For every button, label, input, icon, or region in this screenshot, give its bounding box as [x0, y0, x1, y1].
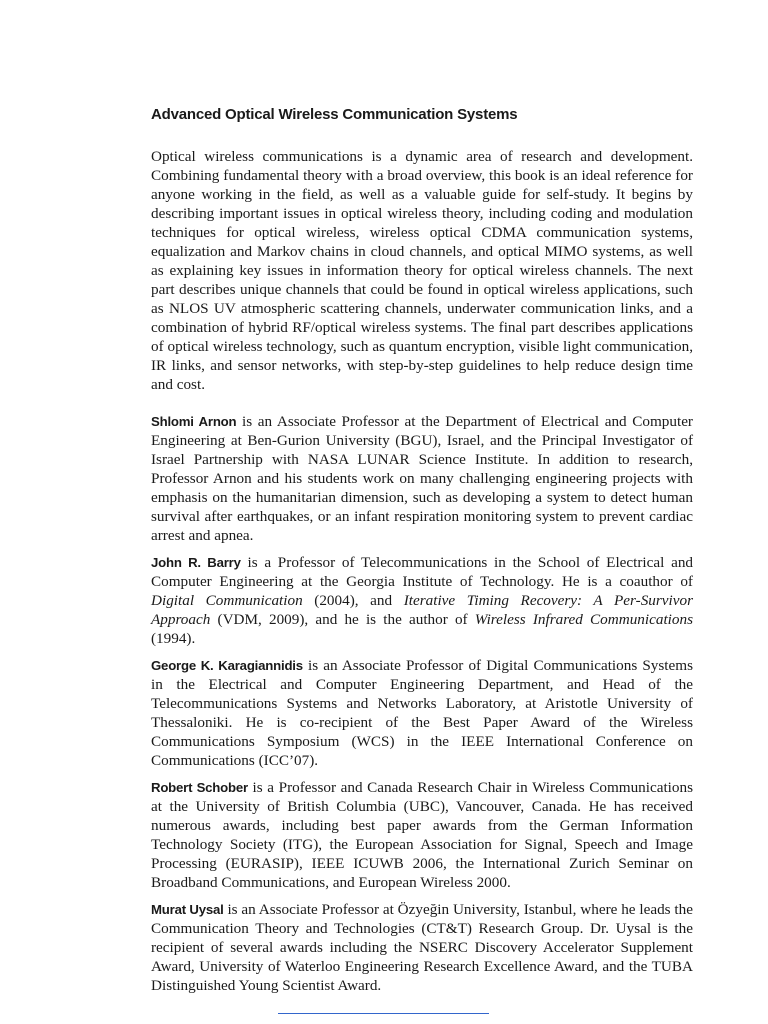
book-reference: Iterative Timing Recovery: A Per-Survivor Approach — [151, 592, 694, 628]
page-content — [151, 104, 693, 1003]
footer-divider — [278, 1013, 489, 1014]
author-bio-karagiannidis — [151, 656, 693, 770]
author-bio-text: is a Professor and Canada Research Chair in Wireless Communications at the University of British Columbia (UBC), Vancouver, Canada. He has received numerous awards, including best paper awards from the German Information Technology Society (ITG), the European Association for Signal, Speech and Image Processing (EURASIP), IEEE ICUWB 2006, the International Zurich Seminar on Broadband Communications, and European Wireless 2000. — [151, 779, 693, 891]
author-name: Robert Schober — [151, 780, 248, 795]
author-name: George K. Karagiannidis — [151, 658, 303, 673]
book-reference: Digital Communication — [151, 592, 303, 609]
author-bio-text: is an Associate Professor at the Department of Electrical and Computer Engineering at Ben-Gurion University (BGU), Israel, and the Principal Investigator of Israel Partnership with NASA LUNAR Science Institute. In addition to research, Professor Arnon and his students work on many challenging engineering projects with emphasis on the humanitarian dimension, such as developing a system to detect human survival after earthquakes, or an infant respiration monitoring system to prevent cardiac arrest and apnea. — [151, 413, 693, 544]
author-bio-text: is an Associate Professor of Digital Communications Systems in the Electrical and Computer Engineering Department, and Head of the Telecommunications Systems and Networks Laboratory, at Aristotle University of Thessaloniki. He is co-recipient of the Best Paper Award of the Wireless Communications Symposium (WCS) in the IEEE International Conference on Communications (ICC’07). — [151, 657, 693, 769]
author-bio-text: (1994). — [151, 630, 196, 647]
author-name: John R. Barry — [151, 555, 241, 570]
author-bio-text: is a Professor of Telecommunications in the School of Electrical and Computer Engineering at the Georgia Institute of Technology. He is a coauthor of — [151, 554, 694, 590]
author-name: Shlomi Arnon — [151, 414, 237, 429]
author-name: Murat Uysal — [151, 902, 224, 917]
author-bio-schober — [151, 778, 693, 892]
book-description: Optical wireless communications is a dynamic area of research and development. Combining fundamental theory with a broad overview, this book is an ideal reference for anyone working in the field, as well as a valuable guide for self-study. It begins by describing important issues in optical wireless theory, including coding and modulation techniques for optical wireless, wireless optical CDMA communication systems, equalization and Markov chains in cloud channels, and optical MIMO systems, as well as explaining key issues in information theory for optical wireless channels. The next part describes unique channels that could be found in optical wireless applications, such as NLOS UV atmospheric scattering channels, underwater communication links, and a combination of hybrid RF/optical wireless systems. The final part describes applications of optical wireless technology, such as quantum encryption, visible light communication, IR links, and sensor networks, with step-by-step guidelines to help reduce design time and cost. — [151, 148, 693, 393]
author-bio-text: (VDM, 2009), and he is the author of — [210, 611, 475, 628]
book-title: Advanced Optical Wireless Communication Systems — [151, 106, 518, 123]
author-bio-uysal — [151, 900, 693, 995]
author-bio-barry — [151, 553, 693, 648]
author-bio-text: is an Associate Professor at Özyeğin University, Istanbul, where he leads the Communication Theory and Technologies (CT&T) Research Group. Dr. Uysal is the recipient of several awards including the NSERC Discovery Accelerator Supplement Award, University of Waterloo Engineering Research Excellence Award, and the TUBA Distinguished Young Scientist Award. — [151, 901, 693, 994]
author-bio-text: (2004), and — [302, 592, 404, 609]
author-bio-arnon — [151, 412, 693, 545]
book-reference: Wireless Infrared Communications — [474, 611, 693, 628]
